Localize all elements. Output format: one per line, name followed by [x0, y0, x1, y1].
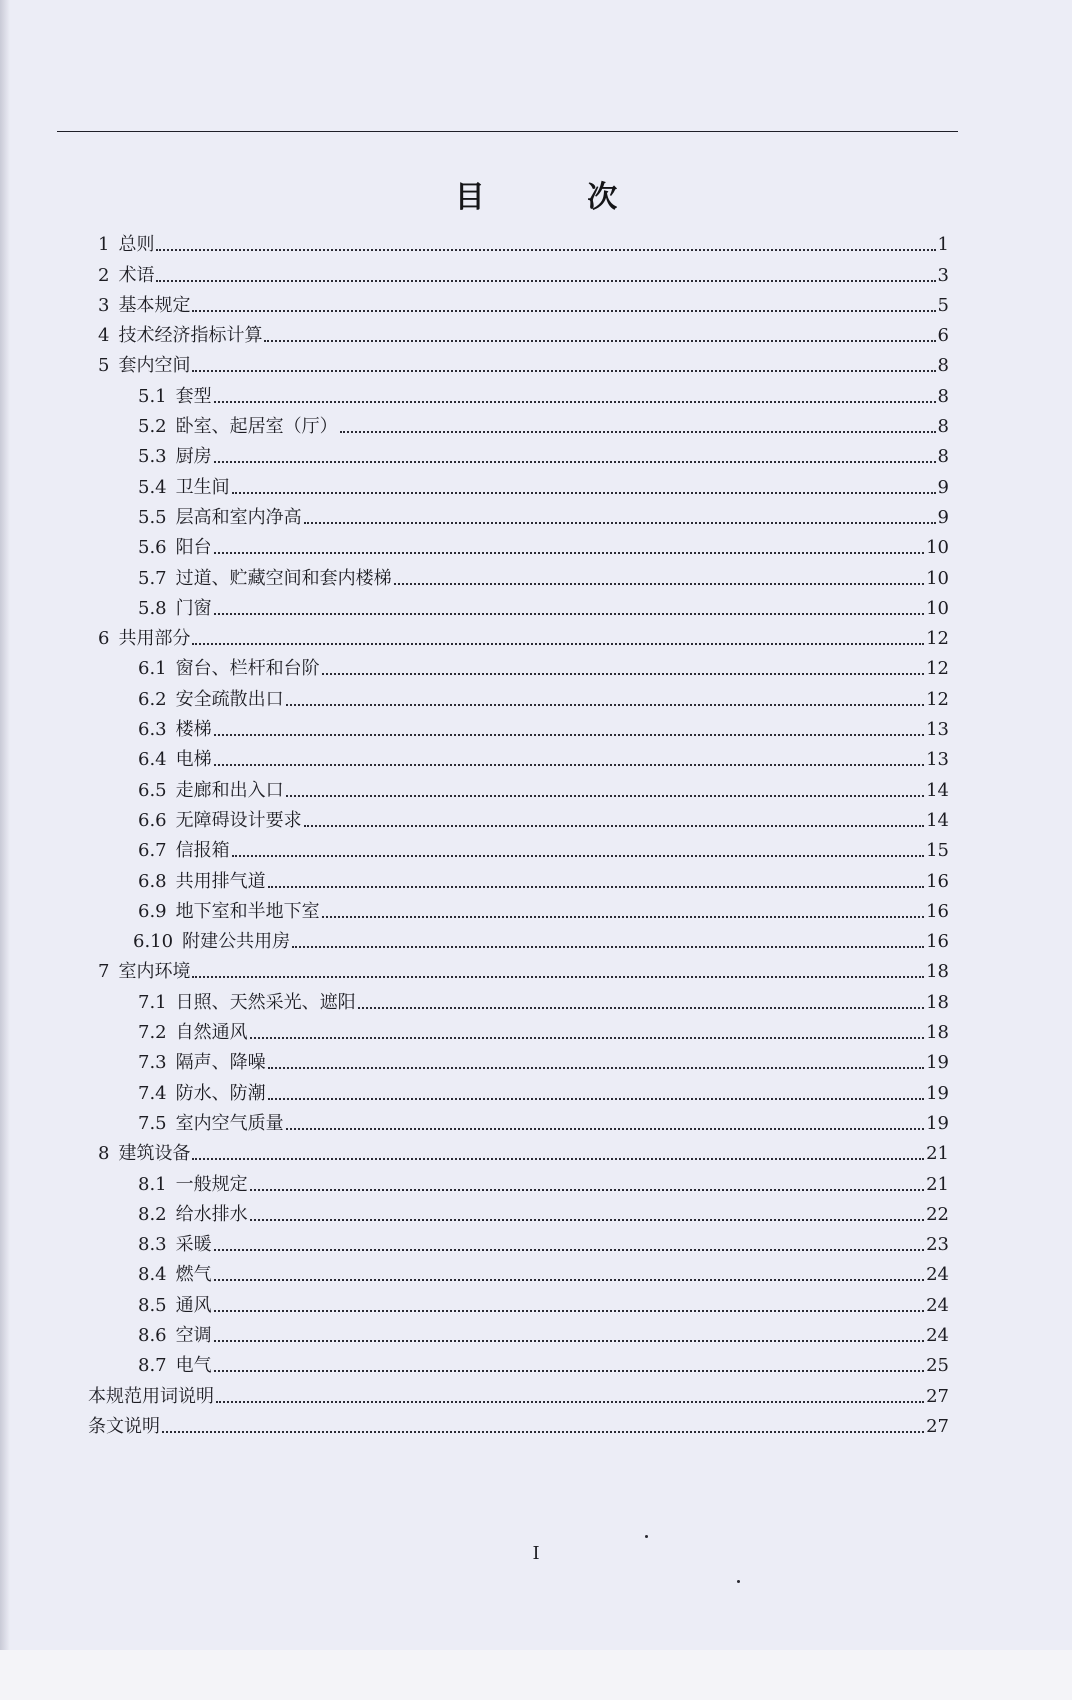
toc-entry-number: 7.2 — [138, 1022, 167, 1044]
toc-entry[interactable] — [0, 559, 1072, 589]
toc-entry-number: 7.1 — [138, 991, 167, 1013]
toc-leader-dots — [214, 613, 924, 615]
toc-entry-page: 21 — [926, 1143, 949, 1165]
toc-entry[interactable] — [0, 893, 1072, 923]
toc-leader-dots — [286, 704, 924, 706]
toc-entry-title: 技术经济指标计算 — [118, 325, 263, 347]
toc-entry-page: 18 — [926, 1022, 949, 1044]
toc-leader-dots — [216, 1401, 924, 1403]
toc-leader-dots — [268, 1067, 924, 1069]
toc-entry-page: 3 — [937, 264, 949, 286]
toc-entry[interactable] — [0, 1196, 1072, 1226]
toc-entry-title: 楼梯 — [175, 719, 212, 741]
toc-entry[interactable] — [0, 923, 1072, 953]
toc-leader-dots — [214, 1249, 924, 1251]
toc-leader-dots — [286, 795, 924, 797]
toc-entry-number: 8.4 — [138, 1264, 167, 1286]
toc-entry-page: 25 — [926, 1355, 949, 1377]
toc-entry[interactable] — [0, 680, 1072, 710]
toc-entry-number: 1 — [98, 234, 110, 256]
toc-entry-title: 隔声、降噪 — [175, 1052, 266, 1074]
toc-leader-dots — [304, 825, 924, 827]
toc-entry-title: 套型 — [175, 385, 212, 407]
toc-leader-dots — [192, 976, 924, 978]
toc-entry-number: 2 — [98, 264, 110, 286]
toc-entry-page: 6 — [937, 325, 949, 347]
toc-entry-page: 8 — [937, 385, 949, 407]
toc-leader-dots — [250, 1219, 924, 1221]
toc-entry[interactable] — [0, 1347, 1072, 1377]
toc-entry-number: 5.6 — [138, 537, 167, 559]
toc-entry-page: 8 — [937, 355, 949, 377]
toc-entry-title: 给水排水 — [175, 1203, 248, 1225]
toc-entry-title: 共用部分 — [118, 628, 191, 650]
toc-entry-page: 16 — [926, 931, 949, 953]
toc-entry-page: 10 — [926, 597, 949, 619]
toc-entry[interactable] — [0, 347, 1072, 377]
scan-speck — [737, 1580, 740, 1583]
toc-entry-page: 19 — [926, 1052, 949, 1074]
toc-entry-title: 套内空间 — [118, 355, 191, 377]
toc-leader-dots — [156, 280, 935, 282]
toc-entry-title: 过道、贮藏空间和套内楼梯 — [175, 567, 392, 589]
toc-leader-dots — [192, 370, 935, 372]
toc-entry-title: 共用排气道 — [175, 870, 266, 892]
toc-entry-number: 7.5 — [138, 1112, 167, 1134]
toc-entry-number: 5.7 — [138, 567, 167, 589]
toc-entry[interactable] — [0, 1135, 1072, 1165]
toc-leader-dots — [322, 916, 924, 918]
page-number: I — [532, 1543, 540, 1564]
toc-entry[interactable] — [0, 287, 1072, 317]
toc-entry-page: 13 — [926, 749, 949, 771]
toc-entry-number: 3 — [98, 294, 110, 316]
toc-entry-number: 8.7 — [138, 1355, 167, 1377]
toc-entry-page: 5 — [937, 294, 949, 316]
toc-entry-page: 18 — [926, 991, 949, 1013]
toc-entry-title: 条文说明 — [88, 1415, 160, 1437]
toc-entry-page: 24 — [926, 1264, 949, 1286]
toc-entry[interactable] — [0, 1165, 1072, 1195]
toc-leader-dots — [214, 1370, 924, 1372]
toc-entry-title: 窗台、栏杆和台阶 — [175, 658, 320, 680]
toc-entry-number: 8.6 — [138, 1324, 167, 1346]
toc-entry-number: 6.3 — [138, 719, 167, 741]
toc-entry-title: 本规范用词说明 — [88, 1385, 214, 1407]
toc-entry-page: 13 — [926, 719, 949, 741]
toc-entry[interactable] — [0, 620, 1072, 650]
toc-entry-page: 15 — [926, 840, 949, 862]
toc-entry-title: 阳台 — [175, 537, 212, 559]
toc-entry-title: 地下室和半地下室 — [175, 900, 320, 922]
toc-leader-dots — [268, 1098, 924, 1100]
toc-entry-page: 21 — [926, 1173, 949, 1195]
toc-leader-dots — [214, 552, 924, 554]
toc-entry-title: 信报箱 — [175, 840, 230, 862]
toc-entry-page: 14 — [926, 779, 949, 801]
toc-entry-number: 6.7 — [138, 840, 167, 862]
toc-entry-number: 6.5 — [138, 779, 167, 801]
toc-entry[interactable] — [0, 953, 1072, 983]
toc-leader-dots — [358, 1007, 924, 1009]
toc-entry-number: 6.1 — [138, 658, 167, 680]
toc-entry-number: 7.4 — [138, 1082, 167, 1104]
toc-entry-title: 附建公共用房 — [182, 931, 291, 953]
toc-entry-title: 厨房 — [175, 446, 212, 468]
toc-entry[interactable] — [0, 1256, 1072, 1286]
toc-entry-title: 燃气 — [175, 1264, 212, 1286]
toc-entry-title: 一般规定 — [175, 1173, 248, 1195]
toc-leader-dots — [250, 1189, 924, 1191]
toc-leader-dots — [214, 1340, 924, 1342]
toc-entry-number: 5.5 — [138, 506, 167, 528]
toc-leader-dots — [192, 310, 935, 312]
toc-leader-dots — [214, 1310, 924, 1312]
toc-entry-title: 卫生间 — [175, 476, 230, 498]
toc-entry-title: 走廊和出入口 — [175, 779, 284, 801]
toc-entry-page: 9 — [937, 506, 949, 528]
toc-entry-title: 采暖 — [175, 1234, 212, 1256]
toc-entry[interactable] — [0, 711, 1072, 741]
toc-entry[interactable] — [0, 529, 1072, 559]
toc-entry-page: 12 — [926, 658, 949, 680]
toc-entry-number: 8.2 — [138, 1203, 167, 1225]
toc-leader-dots — [214, 461, 936, 463]
toc-leader-dots — [340, 431, 936, 433]
toc-entry-title: 层高和室内净高 — [175, 506, 302, 528]
toc-entry[interactable] — [0, 802, 1072, 832]
toc-leader-dots — [232, 492, 936, 494]
toc-leader-dots — [264, 340, 935, 342]
toc-entry-number: 5.2 — [138, 416, 167, 438]
toc-entry-title: 自然通风 — [175, 1022, 248, 1044]
toc-entry-page: 19 — [926, 1082, 949, 1104]
toc-leader-dots — [162, 1431, 924, 1433]
header-rule — [57, 131, 958, 132]
toc-entry-title: 防水、防潮 — [175, 1082, 266, 1104]
toc-entry-number: 8 — [98, 1143, 110, 1165]
toc-entry-title: 无障碍设计要求 — [175, 809, 302, 831]
toc-entry-title: 基本规定 — [118, 294, 191, 316]
toc-entry-number: 5 — [98, 355, 110, 377]
toc-entry-page: 24 — [926, 1324, 949, 1346]
toc-entry-title: 总则 — [118, 234, 155, 256]
toc-entry-title: 空调 — [175, 1324, 212, 1346]
toc-entry-title: 电气 — [175, 1355, 212, 1377]
toc-entry-number: 6 — [98, 628, 110, 650]
toc-entry-page: 14 — [926, 809, 949, 831]
toc-leader-dots — [286, 1128, 924, 1130]
toc-leader-dots — [232, 855, 924, 857]
toc-entry-title: 电梯 — [175, 749, 212, 771]
toc-leader-dots — [250, 1037, 924, 1039]
toc-entry[interactable] — [0, 1408, 1072, 1438]
toc-entry[interactable] — [0, 377, 1072, 407]
toc-entry-title: 室内空气质量 — [175, 1112, 284, 1134]
toc-entry-number: 5.4 — [138, 476, 167, 498]
toc-entry[interactable] — [0, 256, 1072, 286]
toc-entry-page: 24 — [926, 1294, 949, 1316]
toc-entry-number: 5.1 — [138, 385, 167, 407]
toc-leader-dots — [394, 583, 924, 585]
toc-entry-page: 8 — [937, 446, 949, 468]
toc-entry-number: 6.8 — [138, 870, 167, 892]
toc-leader-dots — [292, 946, 924, 948]
toc-leader-dots — [214, 1279, 924, 1281]
toc-entry-number: 6.9 — [138, 900, 167, 922]
toc-entry[interactable] — [0, 650, 1072, 680]
toc-leader-dots — [268, 886, 924, 888]
toc-entry-page: 12 — [926, 688, 949, 710]
toc-entry-number: 5.3 — [138, 446, 167, 468]
toc-leader-dots — [156, 249, 935, 251]
toc-entry-title: 室内环境 — [118, 961, 191, 983]
toc-entry[interactable] — [0, 1014, 1072, 1044]
toc-entry-page: 16 — [926, 870, 949, 892]
toc-entry-number: 8.3 — [138, 1234, 167, 1256]
toc-entry-title: 建筑设备 — [118, 1143, 191, 1165]
scan-speck — [645, 1535, 648, 1538]
toc-leader-dots — [192, 1158, 924, 1160]
toc-entry-title: 安全疏散出口 — [175, 688, 284, 710]
toc-entry-title: 术语 — [118, 264, 155, 286]
toc-entry[interactable] — [0, 317, 1072, 347]
toc-entry[interactable] — [0, 1286, 1072, 1316]
scan-margin — [0, 1650, 1072, 1700]
toc-leader-dots — [322, 673, 924, 675]
toc-entry-page: 10 — [926, 567, 949, 589]
toc-entry[interactable] — [0, 468, 1072, 498]
toc-entry[interactable] — [0, 590, 1072, 620]
toc-leader-dots — [214, 764, 924, 766]
table-of-contents — [0, 226, 1072, 1438]
toc-entry-page: 18 — [926, 961, 949, 983]
toc-entry-number: 6.4 — [138, 749, 167, 771]
toc-entry-title: 日照、天然采光、遮阳 — [175, 991, 356, 1013]
toc-entry-page: 16 — [926, 900, 949, 922]
toc-entry-title: 通风 — [175, 1294, 212, 1316]
toc-entry[interactable] — [0, 1105, 1072, 1135]
toc-entry[interactable] — [0, 1226, 1072, 1256]
toc-entry[interactable] — [0, 771, 1072, 801]
toc-entry-page: 10 — [926, 537, 949, 559]
page-title: 目 次 — [454, 180, 664, 215]
toc-leader-dots — [214, 401, 936, 403]
toc-entry[interactable] — [0, 1377, 1072, 1407]
toc-entry-page: 23 — [926, 1234, 949, 1256]
toc-leader-dots — [304, 522, 936, 524]
toc-entry-page: 1 — [937, 234, 949, 256]
toc-entry[interactable] — [0, 832, 1072, 862]
toc-entry-title: 卧室、起居室（厅） — [175, 416, 338, 438]
toc-entry-page: 27 — [926, 1385, 949, 1407]
toc-entry[interactable] — [0, 499, 1072, 529]
toc-entry-page: 12 — [926, 628, 949, 650]
toc-entry[interactable] — [0, 1074, 1072, 1104]
toc-entry[interactable] — [0, 983, 1072, 1013]
toc-entry[interactable] — [0, 1044, 1072, 1074]
toc-entry-number: 6.10 — [133, 931, 174, 953]
toc-entry-page: 8 — [937, 416, 949, 438]
toc-entry-page: 9 — [937, 476, 949, 498]
toc-entry-number: 8.5 — [138, 1294, 167, 1316]
toc-entry-number: 4 — [98, 325, 110, 347]
toc-entry-title: 门窗 — [175, 597, 212, 619]
toc-entry-page: 22 — [926, 1203, 949, 1225]
toc-entry-page: 27 — [926, 1415, 949, 1437]
toc-entry[interactable] — [0, 862, 1072, 892]
toc-entry-number: 7.3 — [138, 1052, 167, 1074]
toc-entry[interactable] — [0, 741, 1072, 771]
toc-leader-dots — [192, 643, 924, 645]
toc-entry-number: 7 — [98, 961, 110, 983]
toc-entry-number: 6.6 — [138, 809, 167, 831]
toc-entry-number: 5.8 — [138, 597, 167, 619]
toc-entry-number: 8.1 — [138, 1173, 167, 1195]
toc-entry-number: 6.2 — [138, 688, 167, 710]
toc-entry[interactable] — [0, 226, 1072, 256]
toc-entry[interactable] — [0, 438, 1072, 468]
toc-entry[interactable] — [0, 1317, 1072, 1347]
toc-entry[interactable] — [0, 408, 1072, 438]
toc-entry-page: 19 — [926, 1112, 949, 1134]
toc-leader-dots — [214, 734, 924, 736]
